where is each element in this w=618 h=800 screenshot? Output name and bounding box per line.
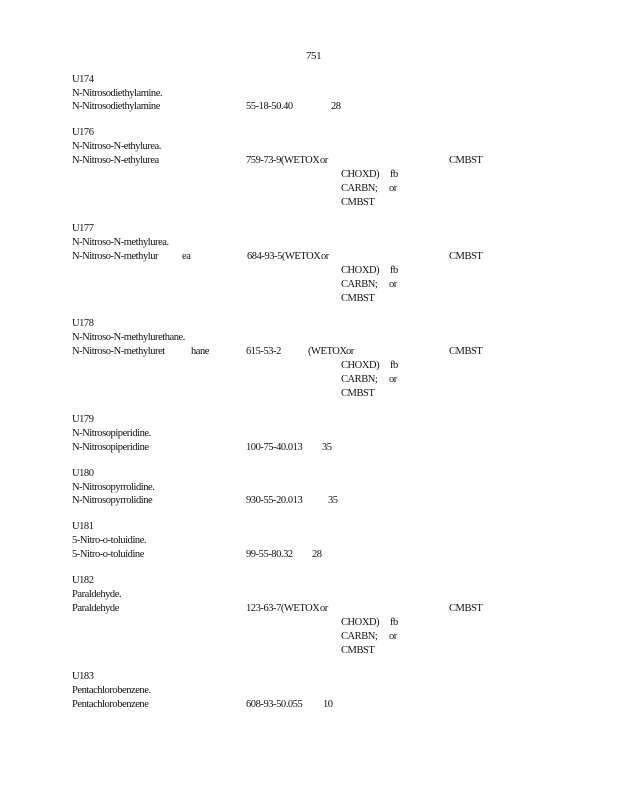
or-text: or [389,631,397,642]
cas-concentration: 608-93-50.055 [246,699,303,710]
waste-code: U174 [72,74,94,85]
waste-name: Paraldehyde. [72,589,122,600]
concentration-value: 10 [323,699,333,710]
or-text: or [346,346,354,357]
or-text: or [389,279,397,290]
constituent-name: N-Nitrosopiperidine [72,442,149,453]
technology-choxd: CHOXD) [341,265,380,276]
technology-choxd: CHOXD) [341,169,380,180]
cas-concentration: 100-75-40.013 [246,442,303,453]
waste-code: U183 [72,671,94,682]
technology-cmbst: CMBST [341,197,375,208]
constituent-name: Pentachlorobenzene [72,699,149,710]
or-text: or [320,603,328,614]
or-text: or [389,183,397,194]
concentration-value: 35 [322,442,332,453]
technology-carbn: CARBN; [341,279,378,290]
technology-choxd: CHOXD) [341,360,380,371]
waste-name: N-Nitroso-N-ethylurea. [72,141,161,152]
or-text: or [321,251,329,262]
standard-text: CMBST [449,251,483,262]
constituent-name: N-Nitroso-N-ethylurea [72,155,159,166]
cas-wetox: 684-93-5(WETOX [247,251,321,262]
fb-text: fb [390,617,398,628]
technology-cmbst: CMBST [341,293,375,304]
constituent-name: 5-Nitro-o-toluidine [72,549,144,560]
constituent-name: N-Nitroso-N-methyluret [72,346,165,357]
standard-text: CMBST [449,155,483,166]
waste-code: U176 [72,127,94,138]
waste-code: U179 [72,414,94,425]
cas-concentration: 99-55-80.32 [246,549,293,560]
constituent-name: N-Nitrosopyrrolidine [72,495,153,506]
or-text: or [320,155,328,166]
concentration-value: 28 [312,549,322,560]
constituent-name: N-Nitrosodiethylamine [72,101,160,112]
waste-code: U182 [72,575,94,586]
waste-code: U177 [72,223,94,234]
waste-name: N-Nitrosodiethylamine. [72,88,163,99]
constituent-name: Paraldehyde [72,603,119,614]
or-text: or [389,374,397,385]
cas-wetox: 759-73-9(WETOX [246,155,320,166]
constituent-name-tail: ea [182,251,191,262]
technology-cmbst: CMBST [341,645,375,656]
waste-name: N-Nitroso-N-methylurea. [72,237,169,248]
fb-text: fb [390,265,398,276]
waste-name: N-Nitrosopiperidine. [72,428,151,439]
standard-text: CMBST [449,603,483,614]
cas-concentration: 55-18-50.40 [246,101,293,112]
page-number: 751 [306,50,322,62]
cas-number: 615-53-2 [246,346,281,357]
technology-choxd: CHOXD) [341,617,380,628]
cas-wetox: 123-63-7(WETOX [246,603,320,614]
waste-name: Pentachlorobenzene. [72,685,151,696]
standard-text: CMBST [449,346,483,357]
cas-concentration: 930-55-20.013 [246,495,303,506]
waste-code: U181 [72,521,94,532]
technology-carbn: CARBN; [341,374,378,385]
technology-carbn: CARBN; [341,183,378,194]
concentration-value: 28 [331,101,341,112]
waste-name: N-Nitroso-N-methylurethane. [72,332,185,343]
waste-name: 5-Nitro-o-toluidine. [72,535,147,546]
waste-code: U178 [72,318,94,329]
waste-code: U180 [72,468,94,479]
constituent-name: N-Nitroso-N-methylur [72,251,159,262]
concentration-value: 35 [328,495,338,506]
fb-text: fb [390,360,398,371]
technology-carbn: CARBN; [341,631,378,642]
technology-cmbst: CMBST [341,388,375,399]
waste-name: N-Nitrosopyrrolidine. [72,482,155,493]
fb-text: fb [390,169,398,180]
wetox-text: (WETOX [308,346,347,357]
constituent-name-tail: hane [191,346,210,357]
